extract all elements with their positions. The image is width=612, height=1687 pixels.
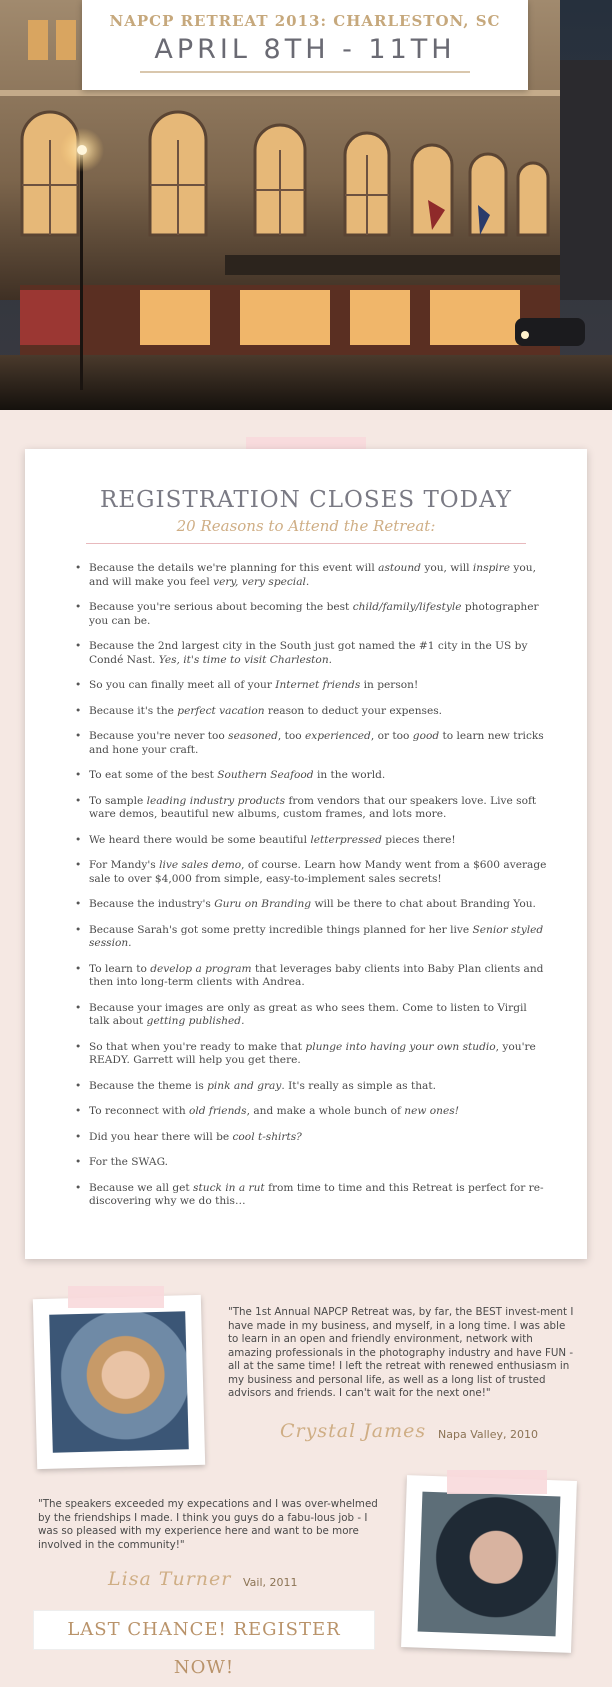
reason-item: • Because your images are only as great as who sees them. Come to listen to Virgil talk about getting published.: [75, 1002, 547, 1029]
crystal-portrait: [49, 1311, 189, 1453]
testimonial-location-1: Napa Valley, 2010: [438, 1428, 538, 1441]
photo-tape: [447, 1470, 547, 1494]
photo-tape: [68, 1286, 164, 1308]
lisa-photo-frame: [401, 1475, 577, 1653]
testimonial-quote-2: "The speakers exceeded my expecations and I was over-whelmed by the friendships I made. I think you guys do a fabu-lous job - I was so pleased with my experience here and want to be more involved in the community!": [38, 1498, 378, 1551]
reason-item: • Because the details we're planning for this event will astound you, will inspire you, and will make you feel very, very special.: [75, 562, 547, 589]
reason-item: • Because the theme is pink and gray. It's really as simple as that.: [75, 1080, 547, 1094]
crystal-photo-frame: [33, 1295, 205, 1469]
reason-item: • Because Sarah's got some pretty incredible things planned for her live Senior styled session.: [75, 924, 547, 951]
title-underline: [140, 71, 470, 73]
testimonial-quote-1: "The 1st Annual NAPCP Retreat was, by far, the BEST invest-ment I have made in my business, and myself, in a long time. I was able to learn in an open and friendly environment, network with amazing professionals in the photography industry and have FUN - all at the same time! I left the retreat with renewed enthusiasm in my business and personal life, as well as a long list of trusted advisors and friends. I can't wait for the next one!": [228, 1306, 574, 1399]
reason-item: • For the SWAG.: [75, 1156, 547, 1170]
reason-item: • Because we all get stuck in a rut from time to time and this Retreat is perfect for re-discovering why we do this…: [75, 1182, 547, 1209]
registration-heading: REGISTRATION CLOSES TODAY: [100, 487, 512, 513]
reason-item: • For Mandy's live sales demo, of course. Learn how Mandy went from a $600 average sale to over $4,000 from simple, easy-to-implement sales secrets!: [75, 859, 547, 886]
reasons-card: [25, 449, 587, 1259]
event-title-box: [82, 0, 528, 90]
event-name: NAPCP RETREAT 2013: CHARLESTON, SC: [109, 12, 501, 30]
reasons-list: [25, 562, 587, 1209]
register-now-button[interactable]: LAST CHANCE! REGISTER NOW!: [33, 1610, 375, 1650]
heading-divider: [86, 543, 526, 544]
reason-item: • Because the 2nd largest city in the South just got named the #1 city in the US by Condé Nast. Yes, it's time to visit Charleston.: [75, 640, 547, 667]
reason-item: • So that when you're ready to make that plunge into having your own studio, you're READY. Garrett will help you get there.: [75, 1041, 547, 1068]
reason-item: • We heard there would be some beautiful letterpressed pieces there!: [75, 834, 547, 848]
reason-item: • So you can finally meet all of your Internet friends in person!: [75, 679, 547, 693]
hero-photo: [0, 0, 612, 410]
reason-item: • Because you're never too seasoned, too experienced, or too good to learn new tricks and hone your craft.: [75, 730, 547, 757]
reason-item: • To eat some of the best Southern Seafood in the world.: [75, 769, 547, 783]
reason-item: • Did you hear there will be cool t-shirts?: [75, 1131, 547, 1145]
testimonial-signature-1: Crystal James: [280, 1420, 427, 1442]
event-dates: APRIL 8TH - 11TH: [154, 34, 456, 65]
lisa-portrait: [418, 1492, 561, 1637]
reasons-subtitle: 20 Reasons to Attend the Retreat:: [176, 517, 436, 535]
reason-item: • Because it's the perfect vacation reason to deduct your expenses.: [75, 705, 547, 719]
testimonial-signature-2: Lisa Turner: [108, 1568, 232, 1590]
reason-item: • To reconnect with old friends, and make a whole bunch of new ones!: [75, 1105, 547, 1119]
reason-item: • Because the industry's Guru on Branding will be there to chat about Branding You.: [75, 898, 547, 912]
reason-item: • Because you're serious about becoming the best child/family/lifestyle photographer you can be.: [75, 601, 547, 628]
testimonial-location-2: Vail, 2011: [243, 1576, 298, 1589]
reason-item: • To sample leading industry products from vendors that our speakers love. Live soft ware demos, beautiful new albums, custom frames, and lots more.: [75, 795, 547, 822]
reason-item: • To learn to develop a program that leverages baby clients into Baby Plan clients and then into long-term clients with Andrea.: [75, 963, 547, 990]
